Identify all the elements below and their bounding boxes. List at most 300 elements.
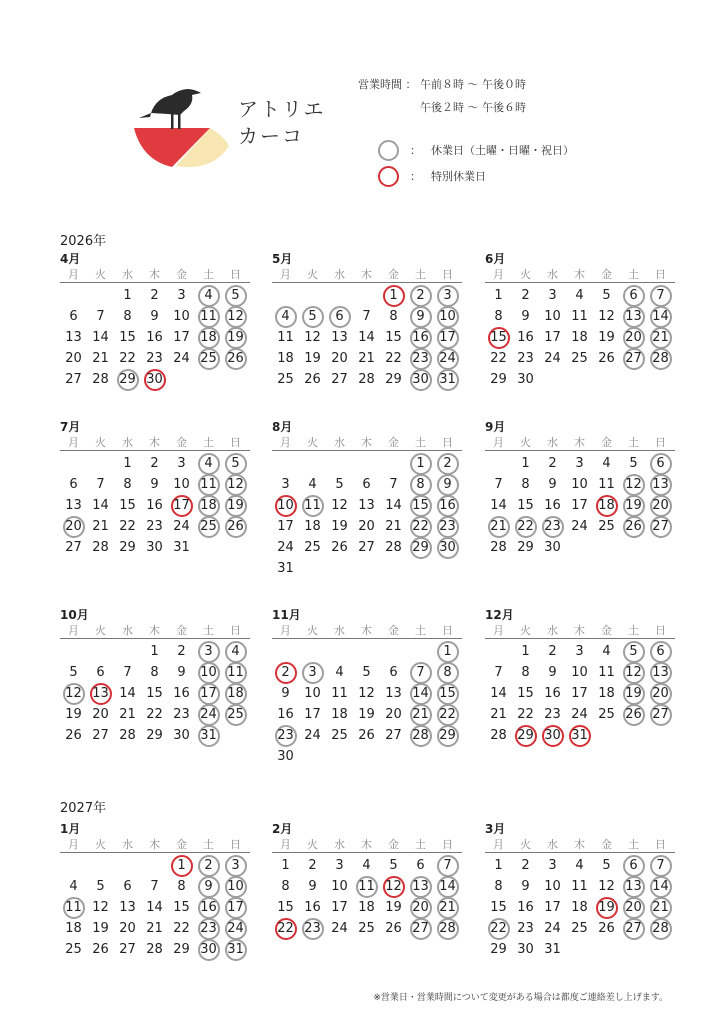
day-cell-holiday: 27 bbox=[620, 918, 647, 939]
weekday-label: 水 bbox=[547, 436, 558, 449]
day-cell: 2 bbox=[177, 644, 186, 659]
day-cell-holiday: 27 bbox=[407, 918, 434, 939]
day-cell-holiday: 13 bbox=[407, 876, 434, 897]
day-cell: 9 bbox=[281, 686, 290, 701]
day-cell-holiday: 31 bbox=[222, 939, 249, 960]
day-cell-holiday: 18 bbox=[195, 327, 222, 348]
weekday-label: 金 bbox=[388, 838, 399, 851]
weekday-label: 日 bbox=[655, 624, 666, 637]
day-cell: 24 bbox=[173, 351, 190, 366]
weekday-label: 火 bbox=[307, 268, 318, 281]
weekday-label: 月 bbox=[493, 436, 504, 449]
day-cell: 12 bbox=[358, 686, 375, 701]
day-cell-special-holiday: 30 bbox=[539, 725, 566, 746]
day-cell-holiday: 21 bbox=[407, 704, 434, 725]
day-cell-holiday: 16 bbox=[195, 897, 222, 918]
day-cell: 8 bbox=[494, 309, 503, 324]
business-hours bbox=[358, 76, 526, 122]
day-cell: 1 bbox=[150, 644, 159, 659]
day-cell: 15 bbox=[173, 900, 190, 915]
day-cell-holiday: 21 bbox=[647, 897, 674, 918]
weekday-header bbox=[60, 266, 250, 283]
day-cell-holiday: 7 bbox=[434, 855, 461, 876]
day-cell: 21 bbox=[358, 351, 375, 366]
month-block bbox=[272, 606, 462, 767]
day-cell: 11 bbox=[571, 879, 588, 894]
day-cell: 25 bbox=[571, 921, 588, 936]
day-cell: 1 bbox=[494, 858, 503, 873]
day-cell: 13 bbox=[65, 330, 82, 345]
day-grid bbox=[272, 285, 462, 390]
day-cell: 14 bbox=[358, 330, 375, 345]
day-cell-holiday: 10 bbox=[434, 306, 461, 327]
day-cell: 14 bbox=[92, 498, 109, 513]
day-cell-holiday: 14 bbox=[647, 876, 674, 897]
weekday-label: 火 bbox=[520, 624, 531, 637]
day-cell: 18 bbox=[571, 900, 588, 915]
day-cell: 3 bbox=[548, 288, 557, 303]
day-cell: 21 bbox=[92, 351, 109, 366]
weekday-header bbox=[485, 836, 675, 853]
weekday-label: 金 bbox=[388, 436, 399, 449]
day-cell: 27 bbox=[358, 540, 375, 555]
day-cell: 11 bbox=[598, 665, 615, 680]
day-cell-holiday: 19 bbox=[620, 495, 647, 516]
weekday-label: 月 bbox=[493, 624, 504, 637]
day-grid bbox=[60, 453, 250, 558]
day-cell: 7 bbox=[494, 477, 503, 492]
weekday-label: 土 bbox=[203, 268, 214, 281]
day-cell: 4 bbox=[308, 477, 317, 492]
day-cell: 17 bbox=[173, 330, 190, 345]
day-cell-holiday: 20 bbox=[620, 327, 647, 348]
day-cell: 13 bbox=[65, 498, 82, 513]
day-cell-holiday: 1 bbox=[407, 453, 434, 474]
day-cell: 10 bbox=[173, 477, 190, 492]
day-cell: 8 bbox=[123, 309, 132, 324]
day-cell: 9 bbox=[150, 309, 159, 324]
day-grid bbox=[272, 641, 462, 767]
day-cell-holiday: 12 bbox=[60, 683, 87, 704]
day-cell-holiday: 21 bbox=[434, 897, 461, 918]
month-block bbox=[272, 250, 462, 390]
day-cell: 1 bbox=[281, 858, 290, 873]
day-cell-holiday: 30 bbox=[195, 939, 222, 960]
day-cell-holiday: 26 bbox=[222, 348, 249, 369]
day-cell: 11 bbox=[571, 309, 588, 324]
day-cell-holiday: 6 bbox=[647, 641, 674, 662]
day-cell-special-holiday: 10 bbox=[272, 495, 299, 516]
weekday-label: 土 bbox=[415, 268, 426, 281]
day-cell: 2 bbox=[150, 456, 159, 471]
day-cell-holiday: 17 bbox=[195, 683, 222, 704]
day-cell: 9 bbox=[308, 879, 317, 894]
day-cell-holiday: 12 bbox=[222, 306, 249, 327]
day-cell: 13 bbox=[358, 498, 375, 513]
holiday-ring-icon bbox=[378, 140, 399, 161]
year-label-2027: 2027年 bbox=[60, 801, 107, 816]
weekday-label: 木 bbox=[361, 624, 372, 637]
day-cell-holiday: 24 bbox=[434, 348, 461, 369]
day-cell-holiday: 12 bbox=[620, 474, 647, 495]
day-cell-holiday: 1 bbox=[434, 641, 461, 662]
day-cell: 30 bbox=[544, 540, 561, 555]
weekday-label: 水 bbox=[334, 624, 345, 637]
day-cell-special-holiday: 22 bbox=[272, 918, 299, 939]
day-cell: 3 bbox=[177, 288, 186, 303]
day-cell-holiday: 24 bbox=[195, 704, 222, 725]
day-cell-holiday: 13 bbox=[620, 306, 647, 327]
day-cell-holiday: 11 bbox=[353, 876, 380, 897]
weekday-label: 火 bbox=[95, 838, 106, 851]
day-cell-holiday: 7 bbox=[407, 662, 434, 683]
day-cell: 5 bbox=[69, 665, 78, 680]
day-cell: 13 bbox=[385, 686, 402, 701]
weekday-label: 土 bbox=[415, 624, 426, 637]
day-cell: 19 bbox=[358, 707, 375, 722]
logo-crow-icon bbox=[134, 84, 234, 174]
day-cell-holiday: 25 bbox=[195, 348, 222, 369]
day-cell-holiday: 10 bbox=[222, 876, 249, 897]
legend-special-label: 特別休業日 bbox=[431, 170, 486, 183]
day-cell: 4 bbox=[335, 665, 344, 680]
day-cell-holiday: 4 bbox=[222, 641, 249, 662]
day-cell: 16 bbox=[304, 900, 321, 915]
weekday-label: 木 bbox=[149, 268, 160, 281]
weekday-label: 火 bbox=[520, 268, 531, 281]
day-cell-holiday: 12 bbox=[222, 474, 249, 495]
weekday-label: 木 bbox=[149, 838, 160, 851]
day-cell-holiday: 28 bbox=[434, 918, 461, 939]
day-grid bbox=[272, 855, 462, 939]
day-cell: 15 bbox=[146, 686, 163, 701]
day-cell-holiday: 16 bbox=[407, 327, 434, 348]
weekday-label: 金 bbox=[176, 838, 187, 851]
day-cell: 13 bbox=[331, 330, 348, 345]
day-cell: 28 bbox=[490, 540, 507, 555]
day-cell: 17 bbox=[277, 519, 294, 534]
day-cell: 23 bbox=[517, 351, 534, 366]
day-cell-holiday: 18 bbox=[195, 495, 222, 516]
day-cell: 18 bbox=[598, 686, 615, 701]
day-cell-holiday: 14 bbox=[407, 683, 434, 704]
weekday-label: 金 bbox=[388, 268, 399, 281]
month-block bbox=[60, 250, 250, 390]
day-cell: 11 bbox=[331, 686, 348, 701]
day-cell: 20 bbox=[358, 519, 375, 534]
day-cell: 15 bbox=[119, 498, 136, 513]
day-cell: 27 bbox=[385, 728, 402, 743]
day-cell-holiday: 5 bbox=[620, 641, 647, 662]
weekday-label: 水 bbox=[334, 838, 345, 851]
month-title: 7月 bbox=[60, 420, 81, 434]
day-cell: 30 bbox=[146, 540, 163, 555]
day-cell: 17 bbox=[331, 900, 348, 915]
day-cell-holiday: 5 bbox=[299, 306, 326, 327]
day-cell: 29 bbox=[517, 540, 534, 555]
day-cell: 1 bbox=[521, 456, 530, 471]
weekday-label: 土 bbox=[628, 436, 639, 449]
day-cell: 14 bbox=[490, 686, 507, 701]
weekday-label: 火 bbox=[520, 838, 531, 851]
day-cell: 23 bbox=[544, 707, 561, 722]
month-block bbox=[485, 418, 675, 558]
weekday-label: 月 bbox=[280, 268, 291, 281]
day-cell: 29 bbox=[119, 540, 136, 555]
day-cell: 8 bbox=[389, 309, 398, 324]
day-cell: 19 bbox=[385, 900, 402, 915]
day-cell: 18 bbox=[304, 519, 321, 534]
weekday-header bbox=[272, 266, 462, 283]
weekday-label: 水 bbox=[547, 624, 558, 637]
day-cell-holiday: 27 bbox=[647, 516, 674, 537]
day-cell: 4 bbox=[69, 879, 78, 894]
day-cell-holiday: 2 bbox=[195, 855, 222, 876]
day-cell: 3 bbox=[548, 858, 557, 873]
day-cell-holiday: 3 bbox=[434, 285, 461, 306]
weekday-label: 木 bbox=[574, 436, 585, 449]
day-cell: 4 bbox=[575, 858, 584, 873]
day-cell-holiday: 31 bbox=[434, 369, 461, 390]
day-cell: 25 bbox=[598, 519, 615, 534]
day-cell-holiday: 2 bbox=[434, 453, 461, 474]
day-cell: 4 bbox=[602, 456, 611, 471]
day-cell: 9 bbox=[521, 879, 530, 894]
weekday-label: 水 bbox=[334, 436, 345, 449]
day-cell: 20 bbox=[65, 351, 82, 366]
month-block bbox=[60, 418, 250, 558]
hours-afternoon: 午後２時 〜 午後６時 bbox=[420, 101, 526, 114]
month-block bbox=[272, 418, 462, 579]
weekday-label: 土 bbox=[203, 624, 214, 637]
weekday-label: 月 bbox=[68, 436, 79, 449]
day-cell: 9 bbox=[548, 665, 557, 680]
day-cell-holiday: 26 bbox=[620, 516, 647, 537]
day-cell: 21 bbox=[119, 707, 136, 722]
day-cell: 8 bbox=[150, 665, 159, 680]
month-title: 11月 bbox=[272, 608, 301, 622]
month-block bbox=[60, 606, 250, 746]
day-cell: 24 bbox=[173, 519, 190, 534]
day-cell-holiday: 31 bbox=[195, 725, 222, 746]
day-cell: 14 bbox=[385, 498, 402, 513]
day-cell: 10 bbox=[544, 879, 561, 894]
day-cell: 3 bbox=[177, 456, 186, 471]
day-cell: 3 bbox=[575, 456, 584, 471]
day-cell: 10 bbox=[571, 477, 588, 492]
day-cell: 11 bbox=[277, 330, 294, 345]
day-cell-special-holiday: 13 bbox=[87, 683, 114, 704]
day-cell: 22 bbox=[119, 519, 136, 534]
day-cell: 14 bbox=[146, 900, 163, 915]
month-title: 6月 bbox=[485, 252, 506, 266]
weekday-header bbox=[272, 434, 462, 451]
day-cell: 25 bbox=[358, 921, 375, 936]
day-cell: 18 bbox=[331, 707, 348, 722]
weekday-label: 土 bbox=[415, 436, 426, 449]
day-cell: 15 bbox=[385, 330, 402, 345]
weekday-label: 日 bbox=[230, 624, 241, 637]
day-cell: 21 bbox=[385, 519, 402, 534]
special-holiday-ring-icon bbox=[378, 166, 399, 187]
day-cell: 8 bbox=[123, 477, 132, 492]
day-cell: 7 bbox=[123, 665, 132, 680]
day-cell: 16 bbox=[517, 900, 534, 915]
day-cell-holiday: 4 bbox=[195, 453, 222, 474]
month-title: 12月 bbox=[485, 608, 514, 622]
day-cell: 2 bbox=[521, 858, 530, 873]
weekday-header bbox=[485, 434, 675, 451]
day-cell: 12 bbox=[92, 900, 109, 915]
day-cell: 30 bbox=[277, 749, 294, 764]
day-cell-holiday: 25 bbox=[195, 516, 222, 537]
day-cell-holiday: 9 bbox=[195, 876, 222, 897]
weekday-label: 日 bbox=[230, 838, 241, 851]
day-cell-holiday: 23 bbox=[195, 918, 222, 939]
day-cell: 16 bbox=[544, 498, 561, 513]
day-cell: 10 bbox=[304, 686, 321, 701]
day-cell: 16 bbox=[146, 498, 163, 513]
day-cell-holiday: 29 bbox=[407, 537, 434, 558]
day-cell-holiday: 8 bbox=[434, 662, 461, 683]
day-cell: 16 bbox=[277, 707, 294, 722]
day-cell: 24 bbox=[331, 921, 348, 936]
day-cell-holiday: 20 bbox=[407, 897, 434, 918]
day-cell-holiday: 19 bbox=[222, 327, 249, 348]
day-cell: 24 bbox=[304, 728, 321, 743]
day-cell: 10 bbox=[544, 309, 561, 324]
month-block bbox=[485, 250, 675, 390]
day-cell: 6 bbox=[123, 879, 132, 894]
day-cell: 2 bbox=[521, 288, 530, 303]
day-cell: 1 bbox=[123, 288, 132, 303]
day-cell-holiday: 21 bbox=[485, 516, 512, 537]
day-cell-holiday: 11 bbox=[195, 306, 222, 327]
day-cell-holiday: 19 bbox=[222, 495, 249, 516]
day-cell-holiday: 9 bbox=[434, 474, 461, 495]
day-cell: 20 bbox=[331, 351, 348, 366]
day-grid bbox=[60, 855, 250, 960]
day-cell-holiday: 26 bbox=[222, 516, 249, 537]
day-cell: 19 bbox=[304, 351, 321, 366]
day-cell: 31 bbox=[173, 540, 190, 555]
weekday-header bbox=[60, 434, 250, 451]
day-cell: 17 bbox=[304, 707, 321, 722]
day-cell: 21 bbox=[146, 921, 163, 936]
day-cell-holiday: 21 bbox=[647, 327, 674, 348]
day-cell: 26 bbox=[598, 351, 615, 366]
day-cell: 29 bbox=[173, 942, 190, 957]
day-cell: 24 bbox=[544, 921, 561, 936]
weekday-label: 日 bbox=[655, 436, 666, 449]
weekday-label: 火 bbox=[307, 436, 318, 449]
weekday-header bbox=[60, 836, 250, 853]
day-cell: 18 bbox=[65, 921, 82, 936]
month-title: 1月 bbox=[60, 822, 81, 836]
day-cell: 10 bbox=[331, 879, 348, 894]
weekday-label: 土 bbox=[628, 624, 639, 637]
day-cell: 19 bbox=[92, 921, 109, 936]
day-cell: 1 bbox=[521, 644, 530, 659]
weekday-label: 水 bbox=[547, 268, 558, 281]
month-block bbox=[60, 820, 250, 960]
legend-holiday-label: 休業日（土曜・日曜・祝日） bbox=[431, 144, 574, 157]
weekday-header bbox=[60, 622, 250, 639]
footnote: ※営業日・営業時間について変更がある場合は都度ご連絡差し上げます。 bbox=[373, 993, 668, 1003]
day-cell: 4 bbox=[602, 644, 611, 659]
weekday-label: 木 bbox=[361, 268, 372, 281]
day-cell-holiday: 22 bbox=[434, 704, 461, 725]
day-cell-holiday: 28 bbox=[647, 918, 674, 939]
day-cell: 18 bbox=[358, 900, 375, 915]
day-cell: 6 bbox=[96, 665, 105, 680]
day-cell-special-holiday: 18 bbox=[593, 495, 620, 516]
weekday-label: 火 bbox=[95, 268, 106, 281]
day-cell: 21 bbox=[490, 707, 507, 722]
weekday-label: 土 bbox=[203, 436, 214, 449]
day-cell-holiday: 6 bbox=[647, 453, 674, 474]
day-cell: 16 bbox=[146, 330, 163, 345]
month-block bbox=[485, 820, 675, 960]
day-cell: 28 bbox=[385, 540, 402, 555]
day-cell-holiday: 3 bbox=[195, 641, 222, 662]
day-cell: 12 bbox=[598, 879, 615, 894]
day-cell: 23 bbox=[173, 707, 190, 722]
weekday-label: 土 bbox=[415, 838, 426, 851]
weekday-label: 金 bbox=[601, 624, 612, 637]
weekday-label: 月 bbox=[493, 268, 504, 281]
day-cell-special-holiday: 1 bbox=[380, 285, 407, 306]
day-cell: 5 bbox=[602, 858, 611, 873]
day-cell: 12 bbox=[331, 498, 348, 513]
day-cell-holiday: 15 bbox=[434, 683, 461, 704]
day-grid bbox=[485, 855, 675, 960]
day-cell-holiday: 25 bbox=[222, 704, 249, 725]
day-cell-holiday: 22 bbox=[407, 516, 434, 537]
hours-morning: 午前８時 〜 午後０時 bbox=[420, 78, 526, 91]
day-cell: 7 bbox=[494, 665, 503, 680]
day-cell-holiday: 30 bbox=[407, 369, 434, 390]
weekday-label: 土 bbox=[628, 838, 639, 851]
day-cell: 29 bbox=[385, 372, 402, 387]
day-cell: 4 bbox=[575, 288, 584, 303]
weekday-label: 金 bbox=[176, 624, 187, 637]
day-cell: 15 bbox=[277, 900, 294, 915]
weekday-label: 金 bbox=[176, 268, 187, 281]
month-block bbox=[485, 606, 675, 746]
day-cell-special-holiday: 19 bbox=[593, 897, 620, 918]
day-cell: 6 bbox=[389, 665, 398, 680]
day-cell-holiday: 2 bbox=[407, 285, 434, 306]
day-cell-holiday: 3 bbox=[299, 662, 326, 683]
weekday-label: 水 bbox=[122, 838, 133, 851]
weekday-label: 月 bbox=[280, 838, 291, 851]
day-cell: 7 bbox=[362, 309, 371, 324]
weekday-label: 月 bbox=[493, 838, 504, 851]
weekday-label: 火 bbox=[307, 624, 318, 637]
day-cell: 5 bbox=[362, 665, 371, 680]
weekday-label: 日 bbox=[655, 838, 666, 851]
day-cell: 8 bbox=[494, 879, 503, 894]
day-cell: 5 bbox=[96, 879, 105, 894]
weekday-label: 金 bbox=[601, 268, 612, 281]
day-cell-holiday: 20 bbox=[60, 516, 87, 537]
weekday-label: 木 bbox=[149, 436, 160, 449]
weekday-label: 木 bbox=[361, 838, 372, 851]
weekday-label: 金 bbox=[388, 624, 399, 637]
weekday-header bbox=[272, 836, 462, 853]
day-cell: 26 bbox=[331, 540, 348, 555]
